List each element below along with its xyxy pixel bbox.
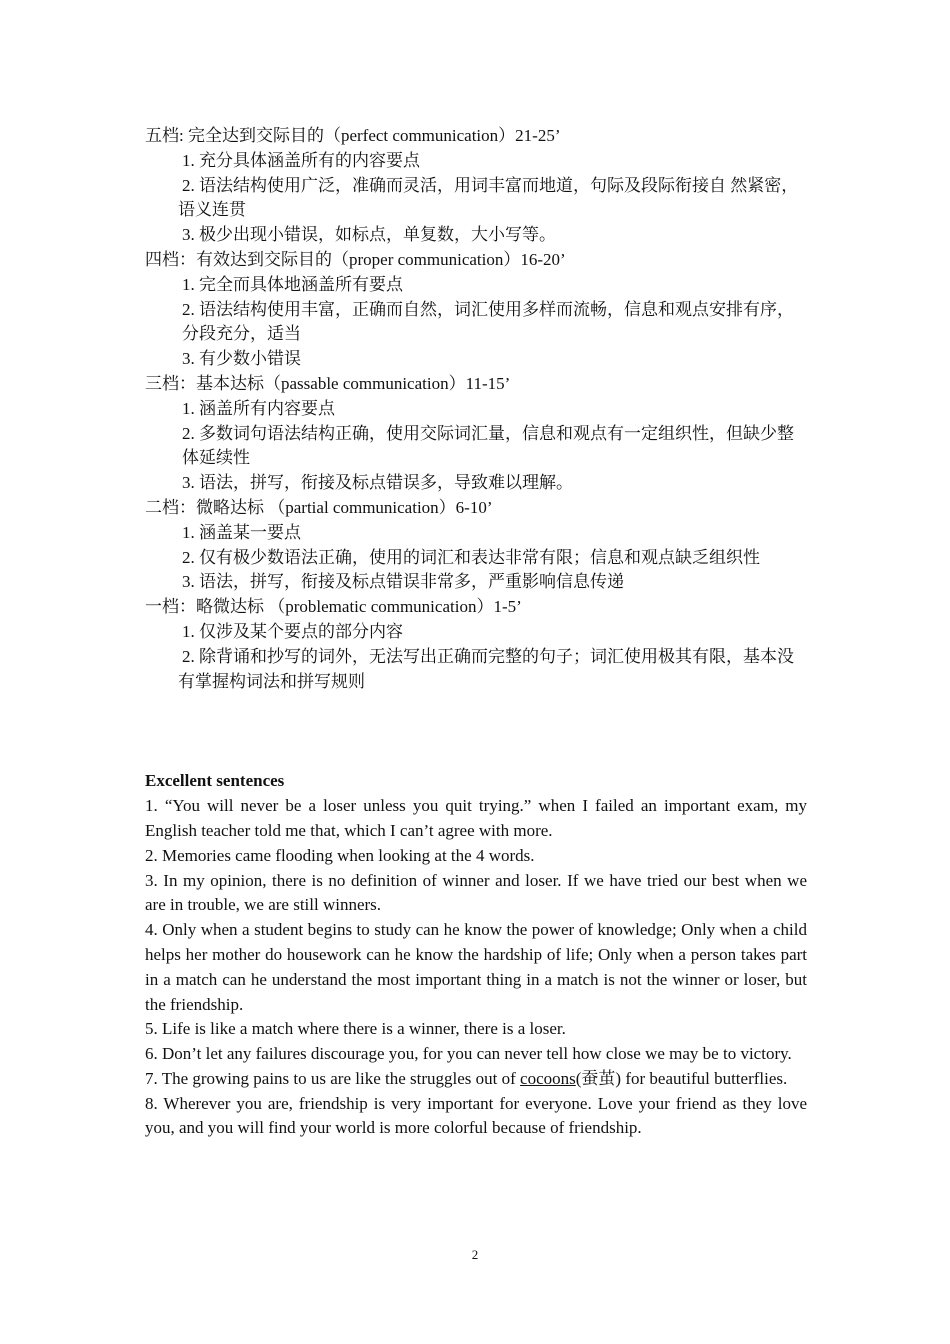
sentence-text: (蚕茧) for beautiful butterflies. bbox=[575, 1068, 788, 1088]
grade-title: 三档：基本达标（passable communication）11-15’ bbox=[145, 373, 511, 393]
sentence: 4. Only when a student begins to study can he know the power of knowledge; Only when a child helps her mother do housework can he know the hardship of life; Only when a person takes part in a match can he understand the most important thing in a match is not the winner or loser, but the friendship. bbox=[145, 920, 807, 1014]
grade-title: 五档: 完全达到交际目的（perfect communication）21-25’ bbox=[145, 126, 561, 145]
sentence: 3. In my opinion, there is no definition of winner and loser. If we have tried our best when we are in trouble, we are still winners. bbox=[145, 870, 807, 915]
grade-item: 2. 多数词句语法结构正确，使用交际词汇量，信息和观点有一定组织性，但缺少整体延续性 bbox=[182, 423, 794, 468]
sentence: 6. Don’t let any failures discourage you, for you can never tell how close we may be to victory. bbox=[145, 1044, 792, 1064]
grade-section bbox=[145, 496, 807, 595]
grade-section bbox=[145, 372, 807, 496]
grade-section bbox=[145, 124, 807, 248]
sentence: 2. Memories came flooding when looking at the 4 words. bbox=[145, 845, 535, 865]
grade-item: 2. 语法结构使用丰富，正确而自然，词汇使用多样而流畅，信息和观点安排有序，分段充分，适当 bbox=[182, 299, 794, 344]
page-number: 2 bbox=[471, 1247, 479, 1262]
excellent-sentences-section bbox=[145, 769, 807, 1141]
sentence: 8. Wherever you are, friendship is very important for everyone. Love your friend as they love you, and you will find your world is more colorful because of friendship. bbox=[145, 1093, 807, 1138]
grade-item: 1. 完全而具体地涵盖所有要点 bbox=[182, 274, 403, 294]
grade-section bbox=[145, 248, 807, 372]
grade-item: 1. 仅涉及某个要点的部分内容 bbox=[182, 621, 403, 641]
grade-section bbox=[145, 595, 807, 694]
grade-item: 2. 仅有极少数语法正确，使用的词汇和表达非常有限；信息和观点缺乏组织性 bbox=[182, 547, 760, 567]
document-body bbox=[145, 124, 807, 1141]
blank-space bbox=[145, 694, 807, 769]
grade-title: 二档：微略达标 （partial communication）6-10’ bbox=[145, 497, 493, 517]
grade-item: 2. 除背诵和抄写的词外，无法写出正确而完整的句子；词汇使用极其有限，基本没有掌握构词法和拼写规则 bbox=[178, 646, 794, 691]
sentence bbox=[145, 1067, 807, 1092]
grade-item: 3. 极少出现小错误，如标点，单复数，大小写等。 bbox=[182, 225, 556, 245]
grade-item: 3. 语法，拼写，衔接及标点错误非常多，严重影响信息传递 bbox=[182, 572, 624, 592]
section-heading: Excellent sentences bbox=[145, 771, 285, 791]
sentence-text: 7. The growing pains to us are like the struggles out of bbox=[145, 1068, 521, 1088]
grade-item: 1. 涵盖所有内容要点 bbox=[182, 398, 335, 418]
grade-title: 一档：略微达标 （problematic communication）1-5’ bbox=[145, 597, 522, 617]
sentence: 5. Life is like a match where there is a winner, there is a loser. bbox=[145, 1019, 566, 1039]
grade-item: 1. 充分具体涵盖所有的内容要点 bbox=[182, 150, 420, 170]
underlined-word: cocoons bbox=[520, 1068, 576, 1088]
grade-item: 3. 语法，拼写，衔接及标点错误多，导致难以理解。 bbox=[182, 473, 573, 493]
grade-item: 2. 语法结构使用广泛，准确而灵活，用词丰富而地道，句际及段际衔接自 然紧密，语义连贯 bbox=[178, 175, 799, 220]
grade-item: 1. 涵盖某一要点 bbox=[182, 522, 301, 542]
grade-title: 四档：有效达到交际目的（proper communication）16-20’ bbox=[145, 249, 566, 269]
grade-item: 3. 有少数小错误 bbox=[182, 349, 301, 369]
sentence: 1. “You will never be a loser unless you quit trying.” when I failed an important exam, my English teacher told me that, which I can’t agree with more. bbox=[145, 796, 807, 840]
